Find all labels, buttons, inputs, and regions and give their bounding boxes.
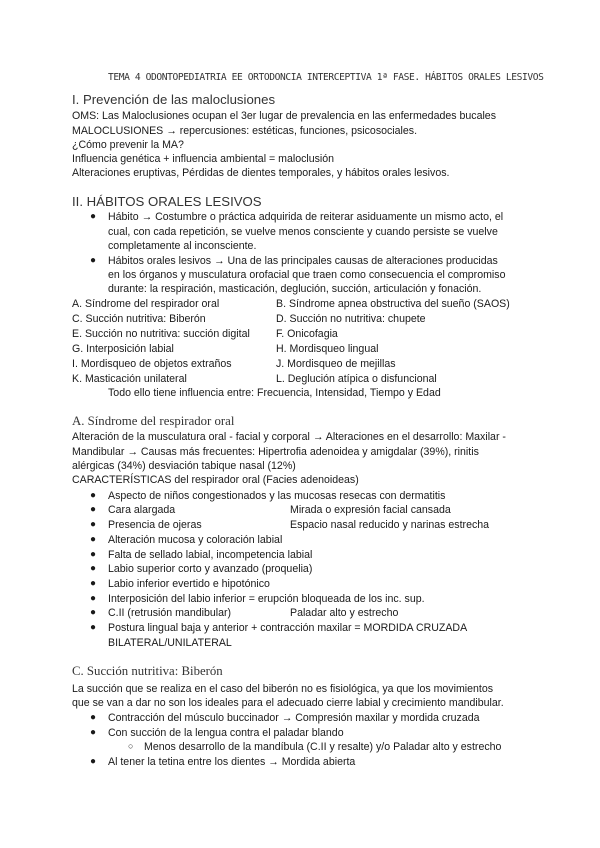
habit-note: Todo ello tiene influencia entre: Frecuencia, Intensidad, Tiempo y Edad [108,387,441,399]
bullet-text-col2: Mirada o expresión facial cansada [290,504,451,516]
bullet-icon: ● [90,593,97,604]
bullet-icon: ● [90,255,97,266]
bullet-icon: ● [90,563,97,574]
habit-list-item: F. Onicofagia [276,328,338,340]
bullet-icon: ● [90,756,97,767]
paragraph-line: que se van a dar no son los ideales para el adecuado cierre labial y crecimiento mandibular. [72,697,504,709]
bullet-text: Con succión de la lengua contra el paladar blando [108,727,344,739]
bullet-text: C.II (retrusión mandibular) [108,607,232,619]
habit-list-item: I. Mordisqueo de objetos extraños [72,358,232,370]
section-a-title: A. Síndrome del respirador oral [72,414,235,428]
paragraph-line: Alteración de la musculatura oral - facial y corporal → Alteraciones en el desarrollo: Maxilar - [72,431,506,443]
bullet-icon: ● [90,622,97,633]
paragraph-line: OMS: Las Maloclusiones ocupan el 3er lugar de prevalencia en las enfermedades bucales [72,110,496,122]
section-c-title: C. Succión nutritiva: Biberón [72,664,223,678]
habit-list-item: H. Mordisqueo lingual [276,343,379,355]
habit-list-item: L. Deglución atípica o disfuncional [276,373,437,385]
habit-list-item: G. Interposición labial [72,343,174,355]
bullet-text: Contracción del músculo buccinador → Compresión maxilar y mordida cruzada [108,712,480,724]
bullet-text: Labio superior corto y avanzado (proquelia) [108,563,313,575]
bullet-text: BILATERAL/UNILATERAL [108,637,232,649]
bullet-text: cual, con cada repetición, se vuelve menos consciente y cuando persiste se vuelve [108,226,498,238]
bullet-text: Al tener la tetina entre los dientes → Mordida abierta [108,756,356,768]
bullet-text: Presencia de ojeras [108,519,202,531]
habit-list-item: K. Masticación unilateral [72,373,187,385]
bullet-text-col2: Paladar alto y estrecho [290,607,399,619]
habit-list-item: B. Síndrome apnea obstructiva del sueño (SAOS) [276,298,510,310]
bullet-text: Hábitos orales lesivos → Una de las principales causas de alteraciones producidas [108,255,498,267]
bullet-text: Interposición del labio inferior = erupción bloqueada de los inc. sup. [108,593,425,605]
bullet-text-col2: Espacio nasal reducido y narinas estrecha [290,519,490,531]
paragraph-line: alérgicas (34%) desviación tabique nasal (12%) [72,460,296,472]
bullet-icon: ● [90,490,97,501]
sub-bullet-icon: ○ [128,741,134,751]
bullet-text: Alteración mucosa y coloración labial [108,534,283,546]
bullet-icon: ● [90,211,97,222]
habit-list-item: J. Mordisqueo de mejillas [276,358,396,370]
bullet-text: Cara alargada [108,504,176,516]
bullet-icon: ● [90,727,97,738]
bullet-text: Hábito → Costumbre o práctica adquirida de reiterar asiduamente un mismo acto, el [108,211,504,223]
bullet-icon: ● [90,607,97,618]
bullet-text: Aspecto de niños congestionados y las mucosas resecas con dermatitis [108,490,446,502]
page-header: TEMA 4 ODONTOPEDIATRIA EE ORTODONCIA INTERCEPTIVA 1ª FASE. HÁBITOS ORALES LESIVOS [108,72,544,83]
bullet-icon: ● [90,549,97,560]
bullet-icon: ● [90,519,97,530]
bullet-text: durante: la respiración, masticación, deglución, succión, articulación y fonación. [108,283,482,295]
sub-bullet-text: Menos desarrollo de la mandíbula (C.II y resalte) y/o Paladar alto y estrecho [144,741,502,753]
paragraph-line: MALOCLUSIONES → repercusiones: estéticas, funciones, psicosociales. [72,125,418,137]
habit-list-item: D. Succión no nutritiva: chupete [276,313,426,325]
habit-list-item: A. Síndrome del respirador oral [72,298,220,310]
habit-list-item: E. Succión no nutritiva: succión digital [72,328,250,340]
bullet-icon: ● [90,504,97,515]
paragraph-line: La succión que se realiza en el caso del biberón no es fisiológica, ya que los movimientos [72,683,494,695]
bullet-icon: ● [90,534,97,545]
paragraph-line: ¿Cómo prevenir la MA? [72,139,184,151]
bullet-icon: ● [90,712,97,723]
bullet-text: Postura lingual baja y anterior + contracción maxilar = MORDIDA CRUZADA [108,622,468,634]
paragraph-line: Alteraciones eruptivas, Pérdidas de dientes temporales, y hábitos orales lesivos. [72,167,450,179]
bullet-icon: ● [90,578,97,589]
habit-list-item: C. Succión nutritiva: Biberón [72,313,206,325]
paragraph-line: Influencia genética + influencia ambiental = maloclusión [72,153,335,165]
section-2-title: II. HÁBITOS ORALES LESIVOS [72,194,262,209]
bullet-text: Falta de sellado labial, incompetencia labial [108,549,313,561]
section-1-title: I. Prevención de las maloclusiones [72,92,276,107]
bullet-text: en los órganos y musculatura orofacial que traen como consecuencia el compromiso [108,269,506,281]
paragraph-line: Mandibular → Causas más frecuentes: Hipertrofia adenoidea y amigdalar (39%), rinitis [72,446,479,458]
paragraph-line: CARACTERÍSTICAS del respirador oral (Facies adenoideas) [72,474,359,486]
bullet-text: Labio inferior evertido e hipotónico [108,578,270,590]
bullet-text: completamente al inconsciente. [108,240,257,252]
